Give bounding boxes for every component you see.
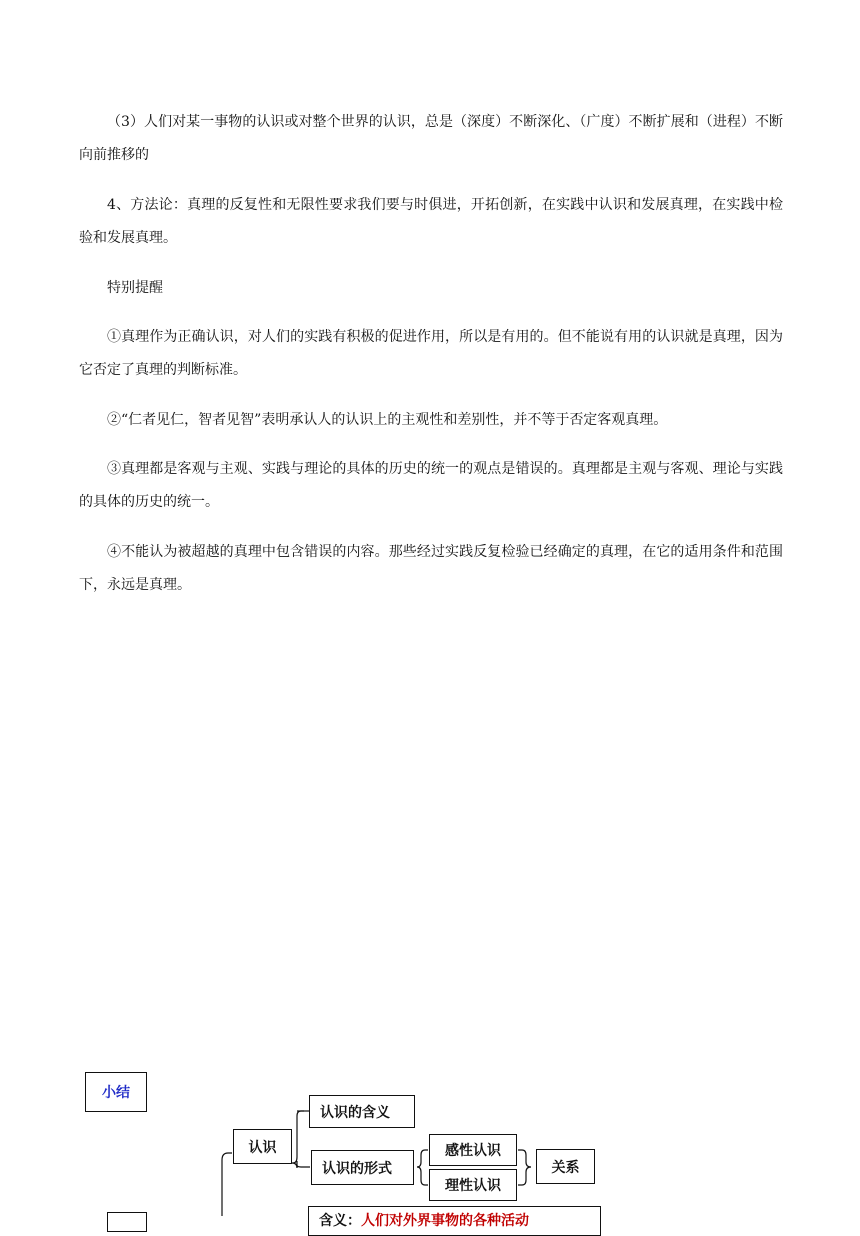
- node-relation: [536, 1149, 595, 1184]
- node-recognition-label: 认识: [248, 1139, 277, 1156]
- node-recognition-meaning-label: 认识的含义: [320, 1104, 390, 1121]
- node-relation-label: 关系: [551, 1159, 580, 1176]
- paragraph-reminder-heading: 特别提醒: [107, 280, 163, 296]
- paragraph-methodology: 4、方法论：真理的反复性和无限性要求我们要与时俱进，开拓创新，在实践中认识和发展真理，在实践中检验和发展真理。: [79, 197, 783, 246]
- node-perceptual: [429, 1134, 517, 1166]
- paragraph-progression: （3）人们对某一事物的认识或对整个世界的认识，总是（深度）不断深化、（广度）不断扩展和（进程）不断向前推移的: [79, 114, 783, 163]
- node-perceptual-label: 感性认识: [445, 1143, 501, 1159]
- partial-meaning-text: 人们对外界事物的各种活动: [361, 1213, 529, 1229]
- node-recognition-forms: [311, 1150, 414, 1185]
- node-rational: [429, 1169, 517, 1201]
- node-recognition-forms-label: 认识的形式: [322, 1160, 392, 1177]
- partial-left-box: [107, 1212, 147, 1232]
- paragraph-reminder-2: ②“仁者见仁，智者见智”表明承认人的认识上的主观性和差别性，并不等于否定客观真理。: [107, 412, 668, 428]
- node-recognition-meaning: [309, 1095, 415, 1128]
- paragraph-reminder-4: ④不能认为被超越的真理中包含错误的内容。那些经过实践反复检验已经确定的真理，在它的适用条件和范围下，永远是真理。: [79, 544, 783, 593]
- paragraph-reminder-3: ③真理都是客观与主观、实践与理论的具体的历史的统一的观点是错误的。真理都是主观与客观、理论与实践的具体的历史的统一。: [79, 461, 783, 510]
- summary-label: 小结: [102, 1085, 130, 1101]
- node-recognition: [233, 1129, 292, 1164]
- partial-meaning-prefix: 含义：: [319, 1213, 361, 1229]
- node-rational-label: 理性认识: [445, 1178, 501, 1194]
- paragraph-reminder-1: ①真理作为正确认识，对人们的实践有积极的促进作用，所以是有用的。但不能说有用的认识就是真理，因为它否定了真理的判断标准。: [79, 329, 783, 378]
- partial-meaning-box: [308, 1206, 601, 1236]
- summary-label-box: [85, 1072, 147, 1112]
